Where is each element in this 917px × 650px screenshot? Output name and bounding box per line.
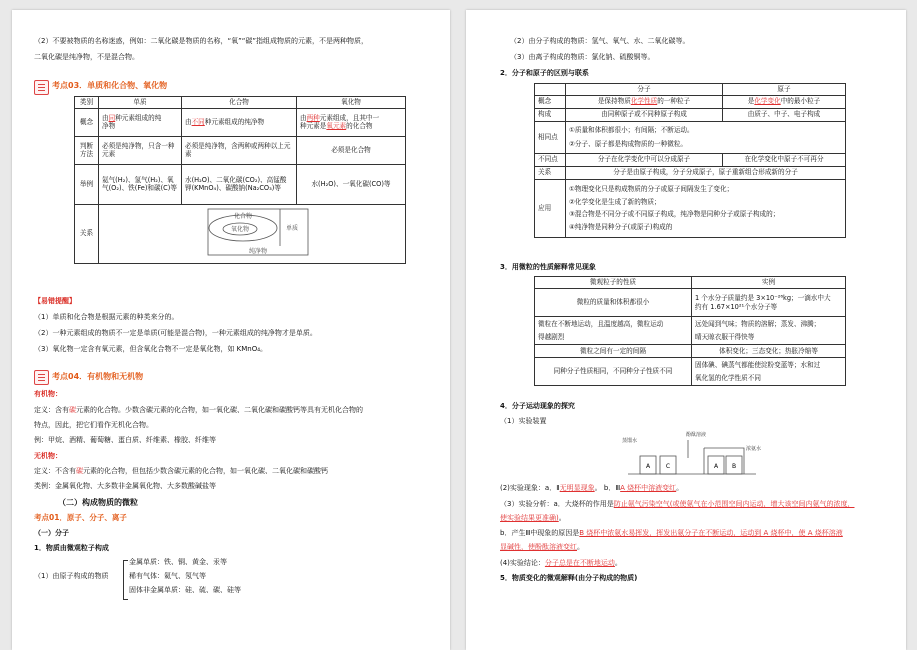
- paragraph: 定义：含有碳元素的化合物。少数含碳元素的化合物，如一氧化碳、二氧化碳和碳酸钙等具有无机化合物的: [34, 406, 363, 414]
- table-header: 分子: [566, 84, 723, 96]
- table-cell: 微粒之间有一定的间隔: [535, 345, 692, 358]
- particle-property-table: [534, 276, 846, 386]
- composition-item: 固体非金属单质：硅、硫、碳、硅等: [129, 586, 241, 594]
- table-cell: 是保持物质化学性质的一种粒子: [566, 95, 723, 108]
- row-label: 构成: [535, 108, 566, 121]
- relation-diagram: [102, 206, 402, 262]
- paragraph: 二氧化碳是纯净物，不是混合物。: [34, 53, 139, 61]
- table-header: 实例: [692, 277, 846, 289]
- diagram-label-pure: 纯净物: [248, 247, 268, 255]
- table-cell: 在化学变化中原子不可再分: [723, 153, 846, 166]
- subheading: 4．分子运动现象的探究: [500, 402, 575, 410]
- table-cell: 是化学变化中的最小粒子: [723, 95, 846, 108]
- paragraph: 显碱性，使酚酞溶液变红。: [500, 543, 584, 551]
- paragraph: （3）由离子构成的物质：氯化钠、硫酸铜等。: [510, 53, 655, 61]
- paragraph: （3）实验分析：a．大烧杯的作用是防止氨气污染空气(或使氨气在小范围空间内运动，增大该空间内氨气的浓度，: [500, 500, 855, 508]
- table-header: 原子: [723, 84, 846, 96]
- table-cell: 氦气(H₂)、氢气(H₂)、氧气(O₂)、铁(Fe)和碳(C)等: [99, 164, 182, 204]
- beaker-a-label: A: [645, 463, 651, 470]
- tip-item: （1）单质和化合物是根据元素的种类来分的。: [34, 313, 179, 321]
- subheading: 无机物：: [34, 452, 62, 460]
- topic-icon: [34, 370, 49, 385]
- table-cell: 必须是化合物: [297, 136, 406, 164]
- table-header: 单质: [99, 97, 182, 109]
- composition-label: （1）由原子构成的物质: [34, 572, 109, 580]
- diagram-label-element: 单质: [285, 224, 299, 232]
- row-label: 相同点: [535, 121, 566, 153]
- subheading: 3．用微粒的性质解释常见现象: [500, 263, 596, 271]
- right-page: [466, 10, 906, 650]
- table-cell: ①质量和体积都很小；有间隔；不断运动。 ②分子、原子都是构成物质的一种微粒。: [566, 121, 846, 153]
- table-header: 化合物: [182, 97, 297, 109]
- composition-item: 稀有气体：氦气、氖气等: [129, 572, 206, 580]
- left-page: [12, 10, 450, 650]
- beaker-b-label: C: [665, 463, 671, 470]
- row-label: 概念: [535, 95, 566, 108]
- label-ammonia: 浓氨水: [746, 446, 762, 452]
- section-heading: 考点04．有机物和无机物: [52, 372, 144, 381]
- table-cell: 由同种原子或不同种原子构成: [566, 108, 723, 121]
- tip-item: （2）一种元素组成的物质不一定是单质(可能是混合物)，一种元素组成的纯净物才是单质。: [34, 329, 317, 337]
- subheading: 1．物质由微观粒子构成: [34, 544, 109, 552]
- section-heading: 考点03．单质和化合物、氧化物: [52, 81, 168, 90]
- subheading: 5．物质变化的微观解释(由分子构成的物质): [500, 574, 638, 582]
- table-cell: 由不同种元素组成的纯净物: [182, 108, 297, 136]
- row-label: 举例: [75, 164, 99, 204]
- label-phenolphthalein: 酚酞溶液: [686, 432, 707, 438]
- table-header: 微观粒子的性质: [535, 277, 692, 289]
- table-cell: 远处闻到气味；物质的溶解；蒸发、沸腾； 晴天晾衣服干得快等: [692, 317, 846, 345]
- composition-item: 金属单质：铁、铜、黄金、汞等: [129, 558, 227, 566]
- table-cell: 固体碘、碘蒸气都能使淀粉变蓝等；水和过 氧化氢的化学性质不同: [692, 358, 846, 386]
- subheading: 有机物：: [34, 390, 62, 398]
- table-cell: 由两种元素组成，且其中一 种元素是氧元素的化合物: [297, 108, 406, 136]
- table-cell: 水(H₂O)、一氧化碳(CO)等: [297, 164, 406, 204]
- relation-diagram-cell: [99, 204, 406, 263]
- table-cell: 水(H₂O)、二氧化碳(CO₂)、高锰酸钾(KMnO₄)、碳酸钠(Na₂CO₃)等: [182, 164, 297, 204]
- table-cell: 微粒在不断地运动，且温度越高，微粒运动 得越剧烈: [535, 317, 692, 345]
- beaker-b2-label: B: [731, 463, 737, 470]
- row-label: 应用: [535, 179, 566, 237]
- table-cell: 分子在化学变化中可以分成原子: [566, 153, 723, 166]
- table-cell: ①物理变化只是构成物质的分子或原子间隔发生了变化； ②化学变化是生成了新的物质； ③混合物是不同分子或不同原子构成，纯净物是同种分子或原子构成的； ④纯净物是同种分子(或原子)构成的: [566, 179, 846, 237]
- row-label: 概念: [75, 108, 99, 136]
- table-cell: 微粒的质量和体积都很小: [535, 289, 692, 317]
- paragraph: b．产生Ⅲ中现象的原因是B 烧杯中浓氨水易挥发，挥发出氨分子在不断运动，运动到 A 烧杯中，使 A 烧杯溶液: [500, 529, 843, 537]
- row-label: 关系: [535, 166, 566, 179]
- paragraph: (4)实验结论：分子总是在不断地运动。: [500, 559, 622, 567]
- paragraph: 类例：金属氧化物、大多数非金属氧化物、大多数酸碱盐等: [34, 482, 216, 490]
- paragraph: 使实验结果更准确)。: [500, 514, 566, 522]
- paragraph: 特点，因此，把它们看作无机化合物。: [34, 421, 153, 429]
- brace: [123, 560, 128, 600]
- table-header: 类别: [75, 97, 99, 109]
- section-title: （二）构成物质的微粒: [58, 498, 138, 507]
- row-label: 判断方法: [75, 136, 99, 164]
- topic-icon: [34, 80, 49, 95]
- row-label: 关系: [75, 204, 99, 263]
- paragraph: （2）不要被物质的名称迷惑，例如：二氧化碳是物质的名称，“氧”“碳”指组成物质的元素，不是两种物质，: [34, 37, 368, 45]
- table-cell: 由质子、中子、电子构成: [723, 108, 846, 121]
- beaker-a2-label: A: [713, 463, 719, 470]
- table-cell: 1 个水分子质量约是 3×10⁻²⁶kg；一滴水中大 约有 1.67×10²¹个水分子等: [692, 289, 846, 317]
- label-distilled-water: 蒸馏水: [622, 438, 638, 444]
- table-cell: 由同种元素组成的纯 净物: [99, 108, 182, 136]
- paragraph: 例：甲烷、酒精、葡萄糖、蛋白质、纤维素、橡胶、纤维等: [34, 436, 216, 444]
- table-header: 氧化物: [297, 97, 406, 109]
- paragraph: 定义：不含有碳元素的化合物，但包括少数含碳元素的化合物，如一氧化碳、二氧化碳和碳酸钙: [34, 467, 328, 475]
- paragraph: （2）由分子构成的物质：氢气、氧气、水、二氧化碳等。: [510, 37, 690, 45]
- section-heading: 考点01．原子、分子、离子: [34, 513, 127, 522]
- paragraph: （1）实验装置: [500, 417, 547, 425]
- tip-item: （3）氧化物一定含有氧元素，但含氧化合物不一定是氧化物，如 KMnO₄。: [34, 345, 268, 353]
- table-cell: 分子是由原子构成，分子分成原子，原子重新组合形成新的分子: [566, 166, 846, 179]
- table-cell: 同种分子性质相同，不同种分子性质不同: [535, 358, 692, 386]
- diagram-label-compound: 化合物: [233, 212, 253, 220]
- table-cell: 必须是纯净物，含两种或两种以上元素: [182, 136, 297, 164]
- row-label: 不同点: [535, 153, 566, 166]
- table-cell: 必须是纯净物，只含一种元素: [99, 136, 182, 164]
- tip-title: 【易错提醒】: [34, 297, 76, 305]
- experiment-figure: [616, 428, 766, 482]
- table-cell: 体积变化；三态变化；热胀冷缩等: [692, 345, 846, 358]
- compound-table: [74, 96, 406, 264]
- table-header: [535, 84, 566, 96]
- subheading: 2．分子和原子的区别与联系: [500, 69, 589, 77]
- molecule-atom-table: [534, 83, 846, 238]
- subheading: （一）分子: [34, 529, 69, 537]
- paragraph: (2)实验现象：a．Ⅱ无明显现象。 b．ⅢA 烧杯中溶液变红。: [500, 484, 684, 492]
- diagram-label-oxide: 氧化物: [230, 225, 250, 233]
